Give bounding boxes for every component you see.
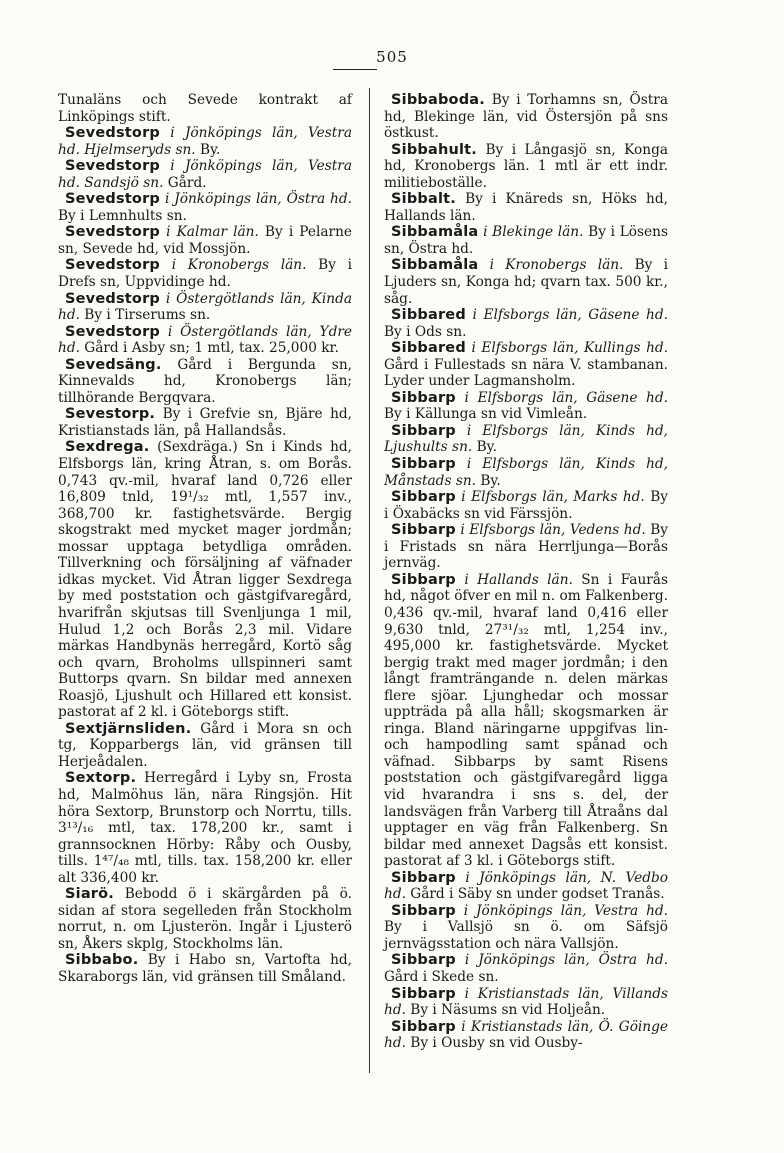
- entry-headword: Sibbarp: [391, 522, 456, 539]
- entry-text: (Sexdräga.) Sn i Kinds hd, Elfsborgs län, kring Åtran, s. om Borås. 0,743 qv.-mil, hvaraf land 0,726 eller 16,809 tnld, 19¹/₃₂ mtl, 1,557 inv., 368,700 kr. fastighetsvärde. Bergig skogstrakt med mycket mager jordmån; mossar upptaga betydliga områden. Tillverkning och försäljning af väfnader idkas mycket. Vid Åtran ligger Sexdrega by med poststation och gästgifvaregård, hvarifrån skjutsas till Svenljunga 1 mil, Hulud 1,2 och Borås 2,3 mil. Vidare märkas Handbynäs herregård, Kortö såg och qvarn, Broholms ullspinneri samt Buttorps qvarn. Sn bildar med annexen Roasjö, Ljushult och Hillared ett konsist. pastorat af 2 kl. i Göteborgs stift.: [58, 439, 352, 721]
- entry-headword: Sibbamåla: [391, 224, 479, 241]
- entry-text: Gård i Bergunda sn, Kinnevalds hd, Kronobergs län; tillhörande Bergqvara.: [58, 356, 352, 406]
- dictionary-entry: [58, 357, 352, 407]
- entry-text: Gård i Fullestads sn nära V. stambanan. Lyder under Lagmansholm.: [384, 356, 668, 390]
- entry-text: Gård i Skede sn.: [384, 968, 499, 985]
- entry-headword: Sextorp.: [65, 770, 137, 787]
- entry-text: By.: [476, 472, 501, 489]
- entry-text: By i Knäreds sn, Höks hd, Hallands län.: [384, 191, 668, 224]
- entry-headword: Sevedstorp: [65, 290, 160, 307]
- entry-text: By i Ods sn.: [384, 323, 467, 340]
- dictionary-entry: [384, 191, 668, 224]
- entry-headword: Sevedstorp: [65, 158, 160, 175]
- entry-location: i Elfsborgs län, Kullings hd.: [465, 340, 668, 357]
- page-number: 505: [376, 48, 408, 66]
- entry-text: By i Vallsjö sn ö. om Säfsjö jernvägsstation och nära Vallsjön.: [384, 919, 668, 952]
- entry-text: By i Torhamns sn, Östra hd, Blekinge län, vid Östersjön på sns östkust.: [384, 92, 668, 142]
- entry-location: i Elfsborgs län, Marks hd.: [455, 489, 645, 506]
- entry-location: i Jönköpings län, Östra hd.: [160, 191, 352, 208]
- entry-headword: Sevedstorp: [65, 125, 160, 142]
- entry-headword: Sevedstorp: [65, 224, 160, 241]
- entry-text: By i Pelarne sn, Sevede hd, vid Mossjön.: [58, 224, 352, 257]
- entry-text: By i Öxabäcks sn vid Färssjön.: [384, 489, 668, 522]
- dictionary-entry: [384, 572, 668, 870]
- dictionary-entry: [384, 489, 668, 522]
- entry-location: i Blekinge län.: [478, 224, 584, 241]
- entry-location: i Elfsborgs län, Gäsene hd.: [465, 307, 668, 324]
- entry-text: By.: [195, 141, 221, 158]
- dictionary-entry: [384, 257, 668, 307]
- entry-location: i Kronobergs län.: [478, 257, 624, 274]
- entry-headword: Sevestorp.: [65, 406, 156, 423]
- dictionary-entry: [58, 721, 352, 771]
- entry-headword: Sibbalt.: [391, 191, 456, 208]
- entry-text: By i Källunga sn vid Vimleån.: [384, 406, 588, 423]
- dictionary-entry: [58, 257, 352, 290]
- right-column: [384, 92, 668, 1052]
- entry-location: i Jönköpings län, Vestra hd. Hjelmseryds sn.: [58, 125, 352, 158]
- entry-text: By.: [472, 439, 497, 456]
- dictionary-entry: [58, 125, 352, 158]
- entry-text: By i Drefs sn, Uppvidinge hd.: [58, 257, 353, 291]
- entry-location: i Elfsborgs län, Vedens hd.: [455, 522, 646, 539]
- entry-text: By i Ljuders sn, Konga hd; qvarn tax. 500 kr., såg.: [384, 257, 669, 307]
- entry-headword: Sibbarp: [391, 1018, 456, 1035]
- entry-headword: Sextjärnsliden.: [65, 720, 192, 737]
- dictionary-entry: [58, 191, 352, 224]
- dictionary-entry: [58, 406, 352, 439]
- entry-location: i Elfsborgs län, Kinds hd, Månstads sn.: [384, 456, 668, 489]
- entry-headword: Sevedstorp: [65, 323, 160, 340]
- entry-text: By i Lemnhults sn.: [58, 207, 187, 224]
- entry-location: i Elfsborgs län, Kinds hd, Ljushults sn.: [384, 422, 668, 456]
- dictionary-entry: [384, 870, 668, 903]
- entry-text: Tunaläns och Sevede kontrakt af Linköpings stift.: [58, 92, 352, 125]
- entry-text: Bebodd ö i skärgården på ö. sidan af stora segelleden från Stockholm norrut, n. om Ljusterön. Ingår i Ljusterö sn, Åkers skplg, Stockholms län.: [58, 886, 352, 952]
- entry-headword: Sevedsäng.: [65, 356, 162, 373]
- dictionary-entry: [384, 390, 668, 423]
- dictionary-entry: [58, 224, 352, 257]
- entry-text: By i Habo sn, Vartofta hd, Skaraborgs län, vid gränsen till Småland.: [58, 952, 352, 985]
- entry-text: Gård i Mora sn och tg, Kopparbergs län, vid gränsen till Herjeådalen.: [58, 720, 352, 770]
- entry-headword: Sibbahult.: [391, 141, 478, 158]
- entry-location: i Kristianstads län, Villands hd.: [384, 985, 668, 1019]
- dictionary-entry: [384, 142, 668, 192]
- entry-text: Gård.: [163, 174, 207, 191]
- entry-location: i Kalmar län.: [160, 224, 259, 241]
- dictionary-entry: [384, 952, 668, 985]
- entry-location: i Jönköpings län, Östra hd.: [455, 952, 668, 969]
- entry-headword: Sibbaboda.: [391, 92, 485, 108]
- dictionary-entry: [384, 307, 668, 340]
- dictionary-entry: [58, 886, 352, 952]
- entry-location: i Jönköpings län, Vestra hd.: [455, 902, 668, 919]
- left-column: [58, 92, 352, 986]
- entry-text: By i Långasjö sn, Konga hd, Kronobergs län. 1 mtl är ett indr. militieboställe.: [384, 141, 668, 191]
- dictionary-entry: [58, 952, 352, 985]
- entry-headword: Sibbarp: [391, 456, 456, 473]
- entry-headword: Siarö.: [65, 886, 115, 903]
- entry-headword: Sibbarp: [391, 902, 456, 919]
- dictionary-entry: [384, 340, 668, 390]
- entry-headword: Sibbarp: [391, 952, 456, 969]
- dictionary-entry: [58, 92, 352, 125]
- page-number-rule: [333, 69, 377, 70]
- entry-location: i Östergötlands län, Kinda hd.: [58, 290, 352, 324]
- entry-headword: Sibbabo.: [65, 952, 139, 969]
- entry-location: i Jönköpings län, Vestra hd. Sandsjö sn.: [58, 158, 352, 191]
- entry-headword: Sibbarp: [391, 869, 456, 886]
- entry-text: By i Lösens sn, Östra hd.: [384, 224, 668, 257]
- dictionary-entry: [58, 291, 352, 324]
- entry-headword: Sibbarp: [391, 985, 456, 1002]
- dictionary-entry: [58, 770, 352, 886]
- entry-headword: Sibbarp: [391, 389, 456, 406]
- entry-headword: Sevedstorp: [65, 257, 160, 274]
- column-divider: [369, 88, 370, 1073]
- dictionary-entry: [384, 522, 668, 572]
- dictionary-entry: [58, 158, 352, 191]
- entry-headword: Sibbared: [391, 307, 466, 324]
- entry-headword: Sibbamåla: [391, 257, 479, 274]
- entry-text: By i Fristads sn nära Herrljunga—Borås jernväg.: [384, 522, 668, 572]
- entry-location: i Hallands län.: [455, 571, 573, 588]
- dictionary-entry: [58, 439, 352, 720]
- dictionary-entry: [384, 456, 668, 489]
- entry-text: Sn i Faurås hd, något öfver en mil n. om Falkenberg. 0,436 qv.-mil, hvaraf land 0,416 eller 9,630 tnld, 27³¹/₃₂ mtl, 1,254 inv., 495,000 kr. fastighetsvärde. Mycket bergig trakt med mager jordmån; i den långt framträngande n. delen märkas flere sjöar. Ljunghedar och mossar uppträda på alla håll; skogsmarken är ringa. Bland näringarne uppgifvas lin- och hampodling samt spånad och väfnad. Sibbarps by samt Risens poststation och gästgifvaregård ligga vid hvarandra i sns s. del, der landsvägen från Varberg till Åtraåns dal upptager en väg från Falkenberg. Sn bildar med annexet Dagsås ett konsist. pastorat af 3 kl. i Göteborgs stift.: [384, 571, 668, 870]
- entry-headword: Sibbared: [391, 340, 466, 357]
- entry-text: By i Grefvie sn, Bjäre hd, Kristianstads län, på Hallandsås.: [58, 406, 352, 439]
- dictionary-entry: [384, 423, 668, 456]
- entry-headword: Sibbarp: [391, 489, 456, 506]
- entry-headword: Sevedstorp: [65, 191, 160, 208]
- entry-text: By i Ousby sn vid Ousby-: [405, 1035, 583, 1052]
- dictionary-entry: [384, 92, 668, 142]
- entry-location: i Jönköpings län, N. Vedbo hd.: [384, 869, 668, 903]
- entry-headword: Sibbarp: [391, 571, 456, 588]
- entry-text: By i Näsums sn vid Holjeån.: [405, 1002, 606, 1019]
- dictionary-entry: [384, 986, 668, 1019]
- entry-location: i Kronobergs län.: [160, 257, 307, 274]
- entry-location: i Östergötlands län, Ydre hd.: [58, 323, 352, 357]
- dictionary-entry: [58, 324, 352, 357]
- dictionary-entry: [384, 1019, 668, 1052]
- entry-text: Herregård i Lyby sn, Frosta hd, Malmöhus län, nära Ringsjön. Hit höra Sextorp, Brunstorp och Norrtu, tills. 3¹³/₁₆ mtl, tax. 178,200 kr., samt i grannsocknen Hörby: Råby och Ousby, tills. 1⁴⁷/₄₈ mtl, tills. tax. 158,200 kr. eller alt 336,400 kr.: [58, 770, 352, 886]
- entry-location: i Kristianstads län, Ö. Göinge hd.: [384, 1018, 668, 1052]
- entry-headword: Sexdrega.: [65, 439, 150, 456]
- entry-text: By i Tirserums sn.: [79, 307, 211, 324]
- dictionary-entry: [384, 224, 668, 257]
- entry-text: Gård i Säby sn under godset Tranås.: [405, 886, 665, 903]
- entry-headword: Sibbarp: [391, 422, 456, 439]
- entry-text: Gård i Asby sn; 1 mtl, tax. 25,000 kr.: [79, 340, 339, 357]
- dictionary-entry: [384, 903, 668, 953]
- entry-location: i Elfsborgs län, Gäsene hd.: [455, 389, 668, 406]
